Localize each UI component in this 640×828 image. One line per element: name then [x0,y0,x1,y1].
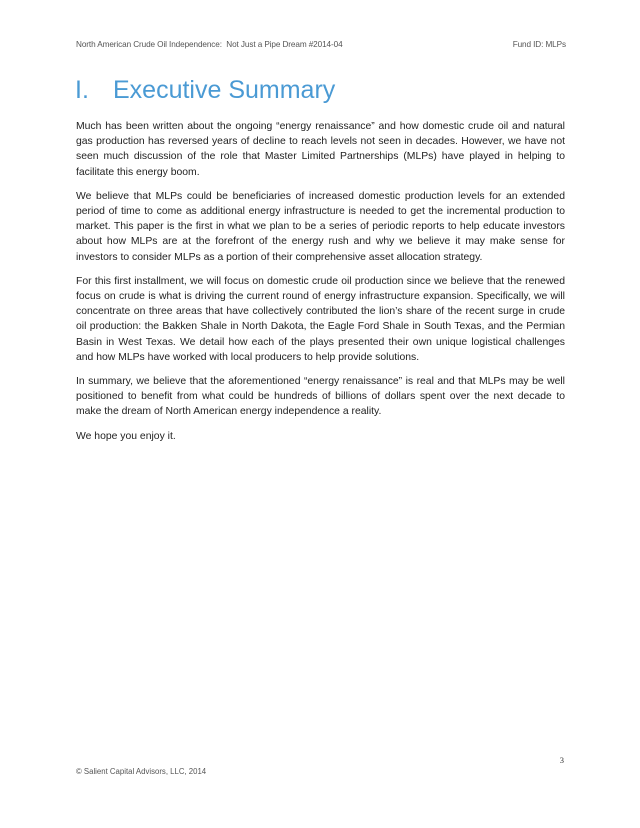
paragraph: We believe that MLPs could be beneficiaries of increased domestic production levels for an extended period of time to come as additional energy infrastructure is needed to get the incremental production to market. This paper is the first in what we plan to be a series of periodic reports to help educate investors about how MLPs are at the forefront of the energy rush and why we believe it may make sense for investors to consider MLPs as a portion of their comprehensive asset allocation strategy. [76,190,565,263]
paragraph: In summary, we believe that the aforementioned “energy renaissance” is real and that MLPs may be well positioned to benefit from what could be hundreds of billions of dollars spent over the next decade to make the dream of North American energy independence a reality. [76,376,565,418]
paragraph: Much has been written about the ongoing “energy renaissance” and how domestic crude oil and natural gas production has reversed years of decline to reach levels not seen in decades. However, we have not seen much discussion of the role that Master Limited Partnerships (MLPs) have played in helping to facilitate this energy boom. [76,121,565,178]
fund-id: Fund ID: MLPs [512,40,566,49]
section-heading [75,76,335,105]
body-text [76,119,565,453]
section-title: Executive Summary [113,76,336,104]
paragraph: We hope you enjoy it. [76,430,176,442]
document-title: North American Crude Oil Independence: Not Just a Pipe Dream #2014-04 [76,40,343,49]
paragraph: For this first installment, we will focus on domestic crude oil production since we believe that the renewed focus on crude is what is driving the current round of energy infrastructure expansion. Specifically, we will concentrate on three areas that have collectively contributed the lion’s share of the recent surge in crude oil production: the Bakken Shale in North Dakota, the Eagle Ford Shale in South Texas, and the Permian Basin in West Texas. We detail how each of the plays presented their own unique logistical challenges and how MLPs have worked with local producers to help provide solutions. [76,275,565,363]
copyright-notice: © Salient Capital Advisors, LLC, 2014 [76,767,207,776]
section-number: I. [75,76,89,104]
page-number: 3 [559,755,564,765]
